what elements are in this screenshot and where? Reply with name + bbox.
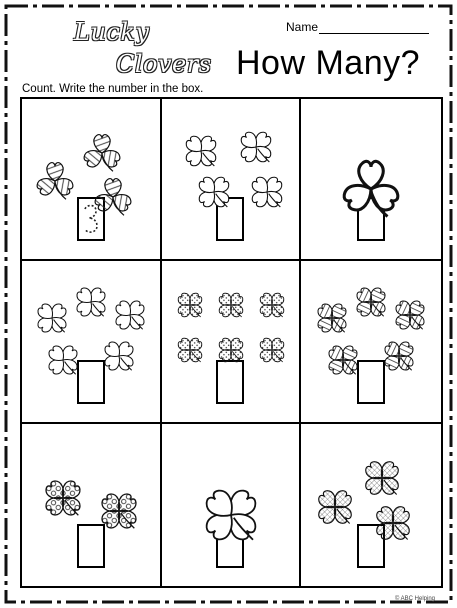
- cell-4: [22, 261, 162, 423]
- cell-2: [162, 99, 302, 261]
- shamrock-icon: [338, 156, 404, 227]
- shamrock-icon: [247, 172, 287, 217]
- shamrock-icon: [371, 501, 415, 550]
- shamrock-icon: [100, 337, 138, 380]
- cell-1: [22, 99, 162, 261]
- shamrock-icon: [40, 475, 86, 526]
- cell-6: [301, 261, 441, 423]
- shamrock-icon: [44, 341, 82, 384]
- shamrock-icon: [80, 131, 124, 180]
- shamrock-icon: [256, 334, 288, 371]
- cell-7: [22, 424, 162, 586]
- cell-5: [162, 261, 302, 423]
- name-line[interactable]: [319, 21, 429, 34]
- shamrock-icon: [391, 296, 429, 339]
- shamrock-icon: [96, 488, 142, 539]
- shamrock-icon: [198, 482, 264, 553]
- shamrock-icon: [313, 299, 351, 342]
- name-field: [286, 20, 429, 34]
- shamrock-icon: [91, 175, 135, 224]
- shamrock-icon: [174, 334, 206, 371]
- title-clovers: Clovers: [116, 50, 212, 78]
- shamrock-icon: [360, 456, 404, 505]
- shamrock-icon: [236, 127, 276, 172]
- shamrock-icon: [324, 341, 362, 384]
- shamrock-icon: [33, 159, 77, 208]
- title-lucky: Lucky: [74, 18, 150, 46]
- shamrock-icon: [380, 337, 418, 380]
- cell-8: [162, 424, 302, 586]
- name-label: Name: [286, 20, 319, 34]
- shamrock-icon: [256, 289, 288, 326]
- instructions: Count. Write the number in the box.: [22, 83, 204, 95]
- shamrock-icon: [215, 334, 247, 371]
- counting-grid: [20, 97, 443, 588]
- cell-9: [301, 424, 441, 586]
- shamrock-icon: [111, 296, 149, 339]
- shamrock-icon: [72, 283, 110, 326]
- credit: © ABC Helping: [394, 596, 435, 602]
- headline: How Many?: [236, 44, 421, 82]
- shamrock-icon: [313, 485, 357, 534]
- shamrock-icon: [194, 172, 234, 217]
- shamrock-icon: [181, 131, 221, 176]
- shamrock-icon: [174, 289, 206, 326]
- shamrock-icon: [33, 299, 71, 342]
- shamrock-icon: [215, 289, 247, 326]
- cell-3: [301, 99, 441, 261]
- shamrock-icon: [352, 283, 390, 326]
